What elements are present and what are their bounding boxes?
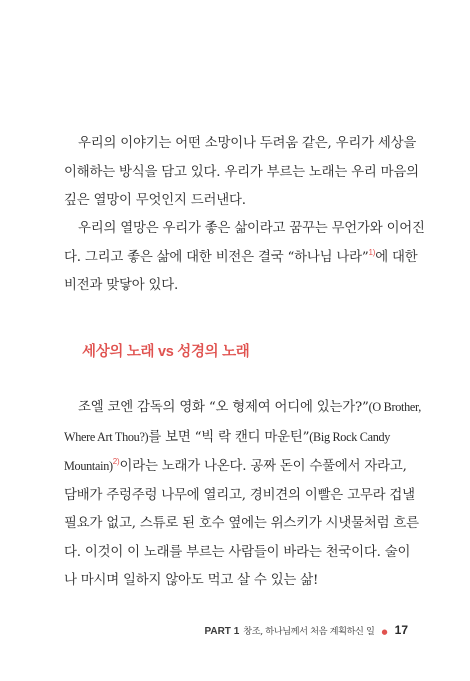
section-heading: 세상의 노래 vs 성경의 노래 (82, 344, 250, 360)
paragraph-line: 비전과 맞닿아 있다. (64, 278, 179, 293)
page-footer (204, 623, 408, 637)
paragraph-line: 우리의 이야기는 어떤 소망이나 두려움 같은, 우리가 세상을 (78, 136, 417, 151)
paragraph-line: 필요가 없고, 스튜로 된 호수 옆에는 위스키가 시냇물처럼 흐른 (64, 516, 419, 531)
footer-part-label: PART 1 (204, 626, 240, 637)
english-title: (O Brother, (368, 400, 422, 414)
footnote-marker[interactable]: 1) (368, 247, 376, 257)
english-title: Where Art Thou?) (64, 429, 149, 444)
english-title: Mountain) (64, 459, 113, 473)
text-run: 이라는 노래가 나온다. 공짜 돈이 수풀에서 자라고, (119, 459, 407, 474)
paragraph-line (64, 452, 408, 482)
text-run: 에 대한 (375, 249, 418, 265)
paragraph-intro (64, 130, 419, 216)
paragraph-longing (64, 215, 425, 301)
paragraph-song (64, 393, 422, 596)
footer-chapter-title: 창조, 하나님께서 처음 계획하신 일 (243, 626, 375, 637)
paragraph-line (64, 423, 408, 453)
paragraph-line: 다. 이것이 이 노래를 부르는 사람들이 바라는 천국이다. 술이 (64, 544, 411, 560)
english-title: (Big Rock Candy (309, 429, 391, 444)
paragraph-line: 깊은 열망이 무엇인지 드러낸다. (64, 193, 246, 208)
bullet-icon: ● (381, 628, 388, 636)
text-run: 다. 그리고 좋은 삶에 대한 비전은 결국 “하나님 나라” (64, 249, 369, 265)
text-run: 를 보면 “빅 락 캔디 마운틴” (148, 429, 310, 445)
text-run: 조엘 코엔 감독의 영화 “오 형제여 어디에 있는가?” (78, 400, 369, 415)
paragraph-line: 나 마시며 일하지 않아도 먹고 살 수 있는 삶! (64, 573, 319, 588)
paragraph-line: 이해하는 방식을 담고 있다. 우리가 부르는 노래는 우리 마음의 (64, 164, 419, 180)
page-number: 17 (394, 623, 408, 637)
paragraph-line (64, 244, 418, 273)
paragraph-line: 우리의 열망은 우리가 좋은 삶이라고 꿈꾸는 무언가와 이어진 (78, 221, 425, 236)
footnote-marker[interactable]: 2) (112, 457, 120, 466)
paragraph-line (64, 393, 422, 423)
paragraph-line: 담배가 주렁주렁 나무에 열리고, 경비견의 이빨은 고무라 겁낼 (64, 487, 415, 503)
